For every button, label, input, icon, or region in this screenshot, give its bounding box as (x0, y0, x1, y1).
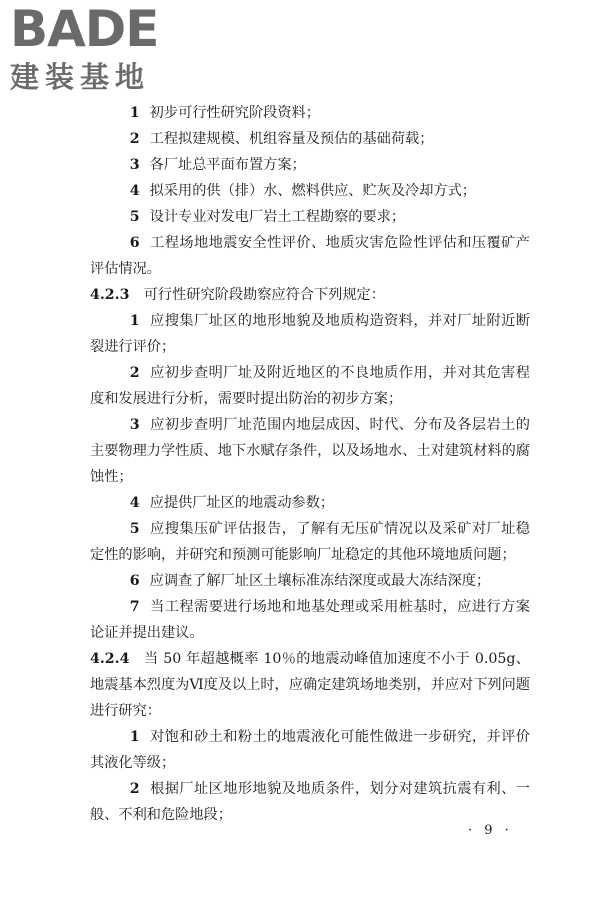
item-text: 拟采用的供（排）水、燃料供应、贮灰及冷却方式； (149, 183, 476, 199)
item-number: 2 (129, 781, 140, 797)
list-item (90, 178, 530, 204)
clause-number: 4.2.3 (90, 287, 130, 303)
item-number: 4 (129, 495, 140, 511)
item-number: 7 (129, 599, 140, 615)
clause-paragraph (90, 646, 530, 724)
item-text: 工程拟建规模、机组容量及预估的基础荷载； (149, 131, 434, 147)
list-item (90, 230, 530, 282)
item-text: 对饱和砂土和粉土的地震液化可能性做进一步研究，并评价其液化等级； (90, 729, 530, 771)
document-body (90, 100, 530, 828)
list-item (90, 360, 530, 412)
item-number: 5 (129, 521, 140, 537)
list-item (90, 490, 530, 516)
item-number: 2 (129, 131, 140, 147)
logo-subtitle: 建装基地 (10, 60, 151, 94)
item-text: 各厂址总平面布置方案； (149, 157, 306, 173)
item-number: 2 (129, 365, 140, 381)
clause-text: 可行性研究阶段勘察应符合下列规定： (143, 287, 385, 303)
clause-paragraph (90, 282, 530, 308)
item-number: 1 (129, 729, 140, 745)
item-text: 当工程需要进行场地和地基处理或采用桩基时，应进行方案论证并提出建议。 (90, 599, 530, 641)
item-number: 6 (129, 235, 140, 251)
list-item (90, 412, 530, 490)
list-item (90, 126, 530, 152)
item-number: 4 (129, 183, 140, 199)
item-text: 应调查了解厂址区土壤标准冻结深度或最大冻结深度； (149, 573, 491, 589)
page-number: · 9 · (468, 823, 513, 838)
item-text: 应提供厂址区的地震动参数； (149, 495, 335, 511)
list-item (90, 152, 530, 178)
list-item (90, 308, 530, 360)
item-number: 3 (129, 157, 140, 173)
list-item (90, 204, 530, 230)
item-text: 应搜集压矿评估报告，了解有无压矿情况以及采矿对厂址稳定性的影响，并研究和预测可能影响厂址稳定的其他环境地质问题； (90, 521, 530, 563)
item-number: 3 (129, 417, 140, 433)
list-item (90, 594, 530, 646)
item-number: 1 (129, 313, 140, 329)
item-text: 应初步查明厂址及附近地区的不良地质作用，并对其危害程度和发展进行分析，需要时提出防治的初步方案； (90, 365, 530, 407)
list-item (90, 516, 530, 568)
clause-text: 当 50 年超越概率 10％的地震动峰值加速度不小于 0.05g、地震基本烈度为Ⅵ度及以上时，应确定建筑场地类别，并应对下列问题进行研究： (90, 651, 530, 719)
list-item (90, 568, 530, 594)
list-item (90, 100, 530, 126)
item-number: 5 (129, 209, 140, 225)
item-text: 根据厂址区地形地貌及地质条件，划分对建筑抗震有利、一般、不利和危险地段； (90, 781, 530, 823)
list-item (90, 724, 530, 776)
item-text: 工程场地地震安全性评价、地质灾害危险性评估和压覆矿产评估情况。 (90, 235, 530, 277)
item-text: 初步可行性研究阶段资料； (149, 105, 320, 121)
item-text: 应搜集厂址区的地形地貌及地质构造资料，并对厂址附近断裂进行评价； (90, 313, 530, 355)
list-item (90, 776, 530, 828)
item-number: 6 (129, 573, 140, 589)
brand-logo (10, 0, 180, 96)
clause-number: 4.2.4 (90, 651, 130, 667)
item-number: 1 (129, 105, 140, 121)
item-text: 设计专业对发电厂岩土工程勘察的要求； (149, 209, 406, 225)
logo-wordmark: BADE (10, 0, 159, 58)
item-text: 应初步查明厂址范围内地层成因、时代、分布及各层岩土的主要物理力学性质、地下水赋存条件，以及场地水、土对建筑材料的腐蚀性； (90, 417, 530, 485)
